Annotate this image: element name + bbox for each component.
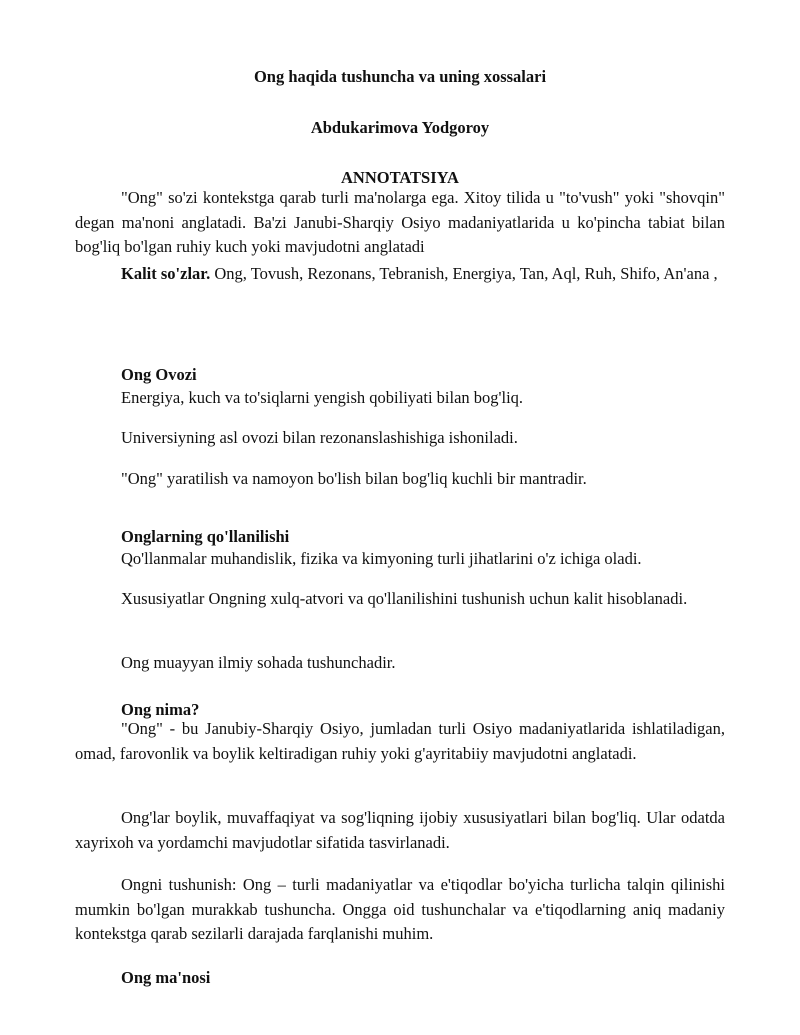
- section-heading-meaning: Ong ma'nosi: [121, 968, 211, 987]
- annotation-text: "Ong" so'zi kontekstga qarab turli ma'nolarga ega. Xitoy tilida u "to'vush" yoki "shovqin" degan ma'noni anglatadi. Ba'zi Janubi-Sharqiy Osiyo madaniyatlarida u ko'pincha tabiat bilan bog'liq bo'lgan ruhiy kuch yoki mavjudotni anglatadi: [75, 188, 725, 256]
- keywords-paragraph: [75, 262, 725, 287]
- voice-paragraph-1: Energiya, kuch va to'siqlarni yengish qobiliyati bilan bog'liq.: [121, 388, 524, 407]
- section-heading-usage: Onglarning qo'llanilishi: [121, 527, 290, 546]
- keywords-list: Ong, Tovush, Rezonans, Tebranish, Energiya, Tan, Aql, Ruh, Shifo, An'ana ,: [210, 264, 718, 283]
- usage-paragraph-2: Xususiyatlar Ongning xulq-atvori va qo'llanilishini tushunish uchun kalit hisoblanadi.: [121, 589, 688, 608]
- usage-paragraph-3: Ong muayyan ilmiy sohada tushunchadir.: [121, 653, 396, 672]
- document-title: Ong haqida tushuncha va uning xossalari: [253, 67, 547, 86]
- what-paragraph-2: Ong'lar boylik, muvaffaqiyat va sog'liqning ijobiy xususiyatlari bilan bog'liq. Ular odatda xayrixoh va yordamchi mavjudotlar sifatida tasvirlanadi.: [75, 808, 725, 852]
- voice-paragraph-2: Universiyning asl ovozi bilan rezonanslashishiga ishoniladi.: [121, 428, 518, 447]
- what-paragraph-1: "Ong" - bu Janubiy-Sharqiy Osiyo, jumladan turli Osiyo madaniyatlarida ishlatiladigan, omad, farovonlik va boylik keltiradigan ruhiy yoki g'ayritabiiy mavjudotni anglatadi.: [75, 719, 725, 763]
- voice-paragraph-3: "Ong" yaratilish va namoyon bo'lish bilan bog'liq kuchli bir mantradir.: [121, 469, 587, 488]
- section-heading-what: Ong nima?: [121, 700, 200, 719]
- section-heading-voice: Ong Ovozi: [121, 365, 197, 384]
- what-paragraph-3: Ongni tushunish: Ong – turli madaniyatlar va e'tiqodlar bo'yicha turlicha talqin qilinishi mumkin bo'lgan murakkab tushuncha. Ongga oid tushunchalar va e'tiqodlarning aniq madaniy kontekstga qarab sezilarli darajada farqlanishi muhim.: [75, 875, 725, 943]
- usage-paragraph-1: Qo'llanmalar muhandislik, fizika va kimyoning turli jihatlarini o'z ichiga oladi.: [121, 549, 642, 568]
- document-author: Abdukarimova Yodgoroy: [310, 118, 490, 137]
- annotation-heading: ANNOTATSIYA: [341, 168, 459, 187]
- keywords-label: Kalit so'zlar.: [121, 264, 211, 283]
